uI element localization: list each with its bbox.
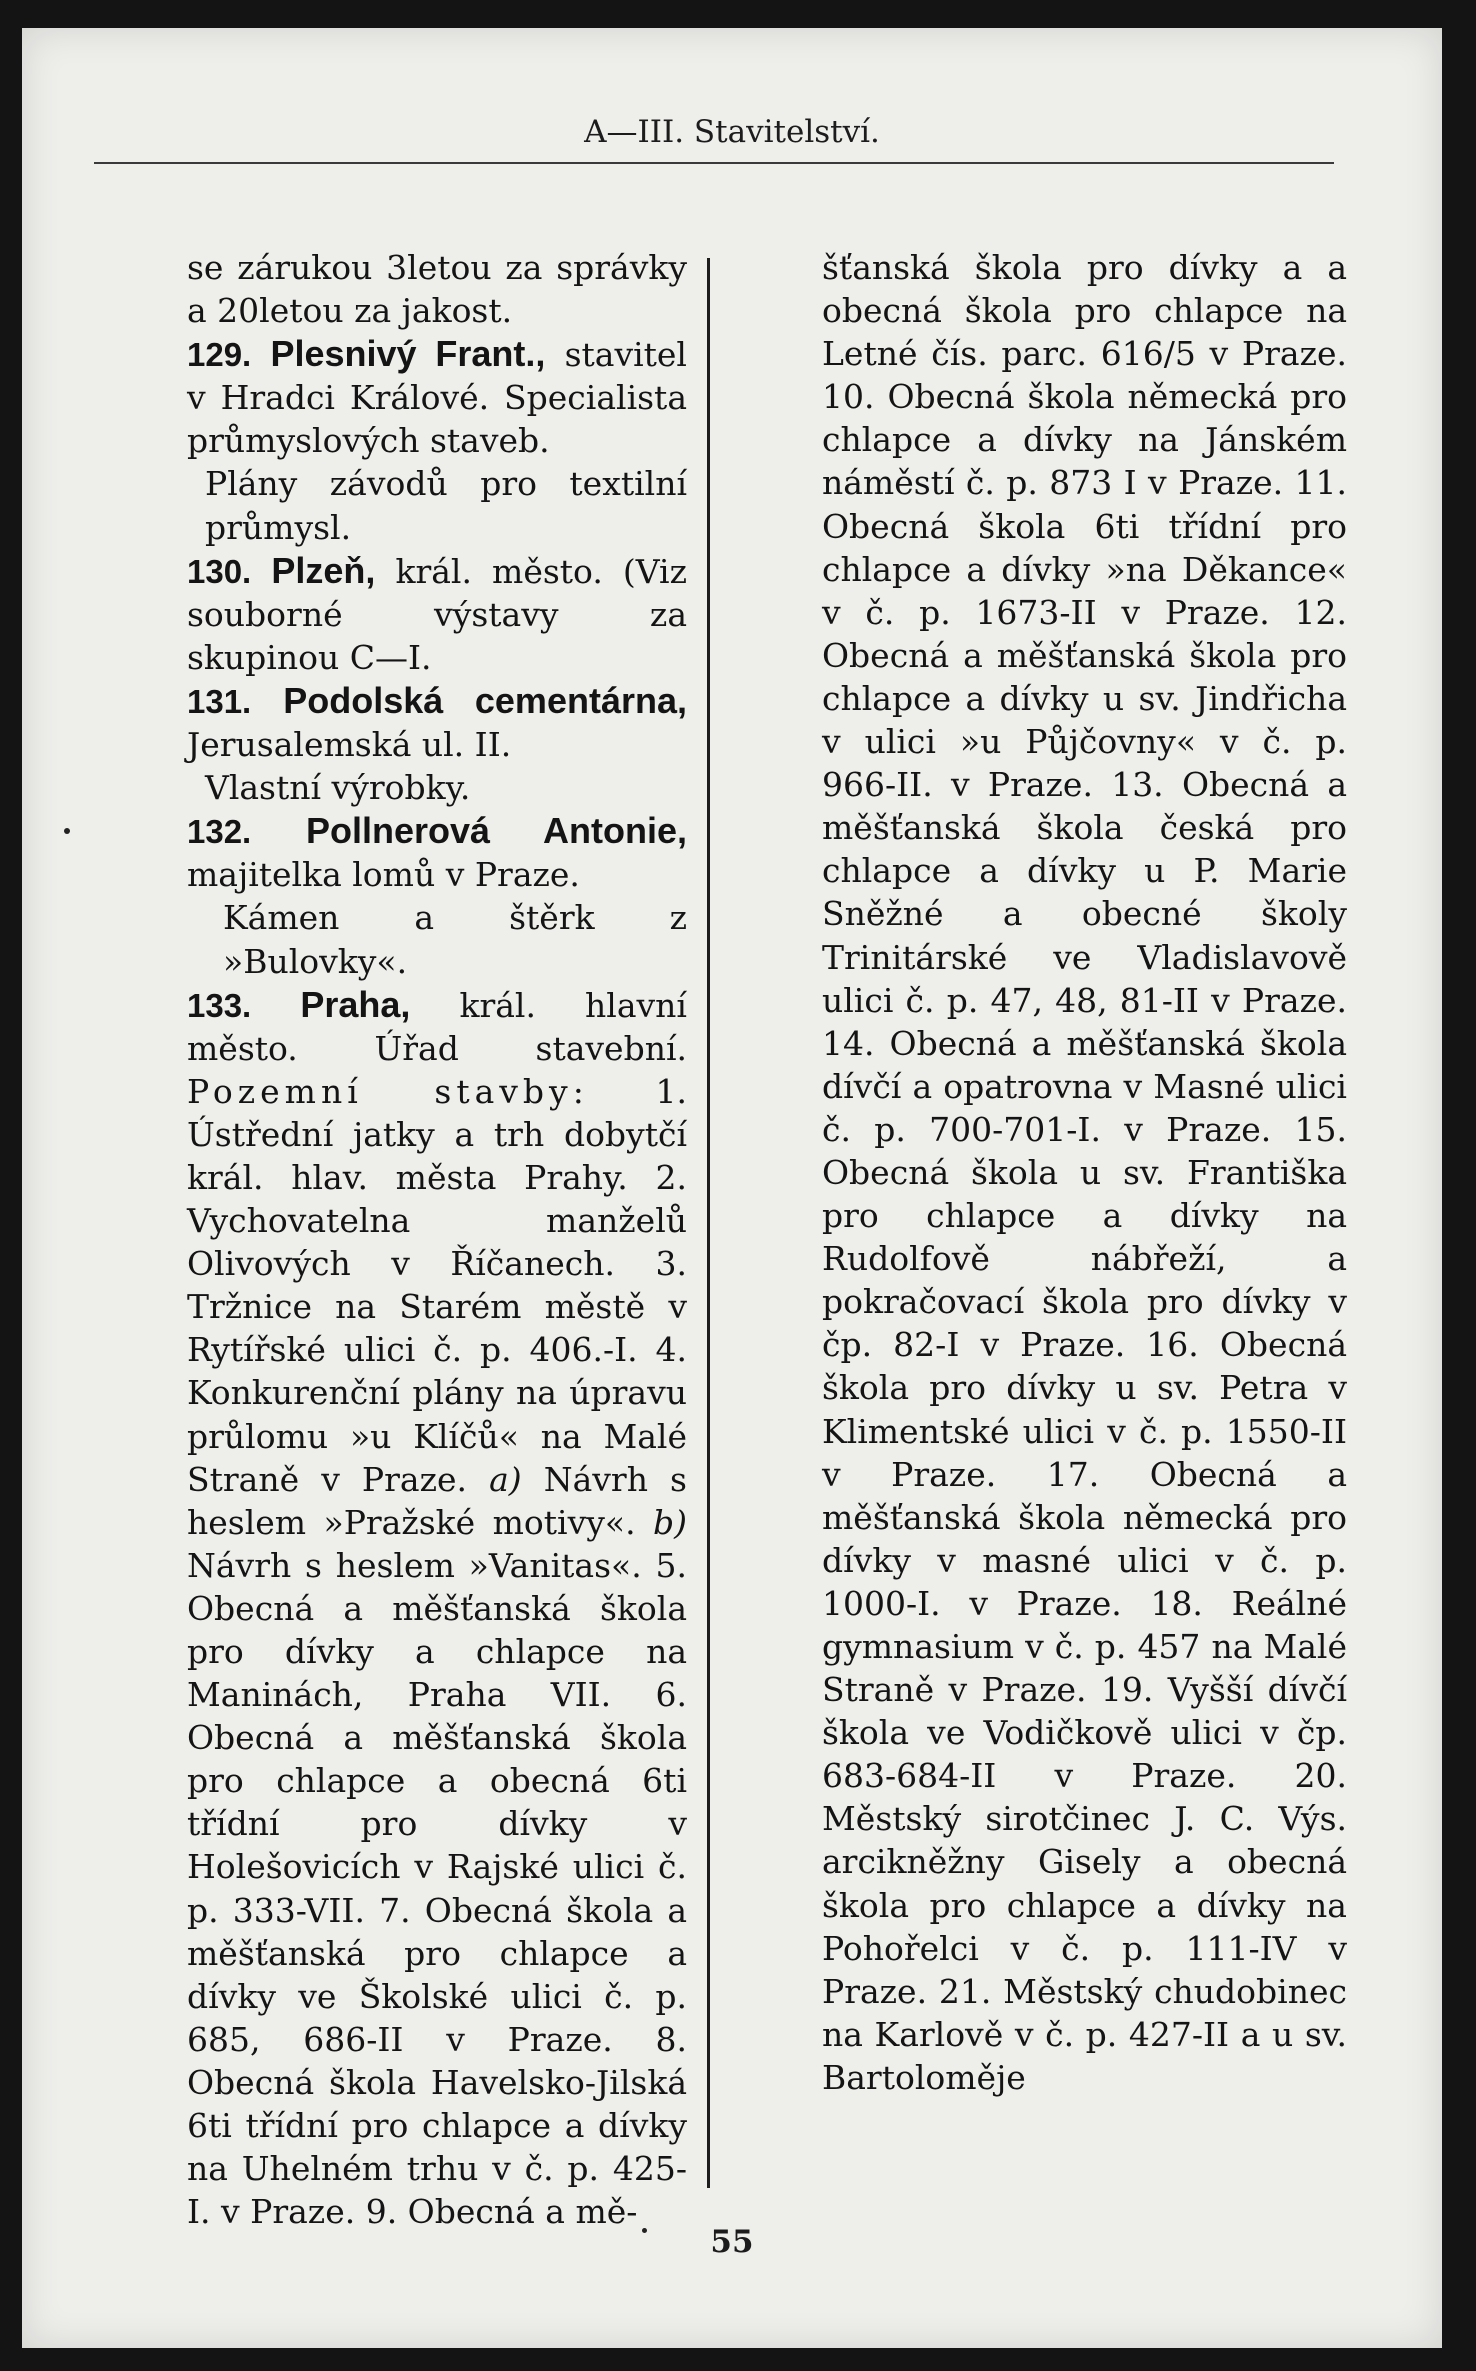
entry-number: 131. bbox=[187, 682, 252, 720]
option-text: Návrh s heslem »Pražské motivy«. bbox=[187, 1459, 687, 1542]
entry-name: Praha, bbox=[300, 983, 411, 1025]
entry-number: 130. bbox=[187, 552, 252, 590]
entry-132 bbox=[187, 809, 687, 896]
left-column bbox=[187, 246, 687, 2233]
entry-number: 129. bbox=[187, 336, 252, 374]
entry-note: Kámen a štěrk z »Bulovky«. bbox=[223, 898, 687, 981]
entry-131 bbox=[187, 679, 687, 766]
entry-name: Pollnerová Antonie, bbox=[306, 810, 687, 852]
header-rule bbox=[94, 162, 1334, 164]
entry-number: 133. bbox=[187, 986, 252, 1024]
option-text: Návrh s heslem »Vanitas«. 5. Obecná a měšťanská škola pro dívky a chlapce na Maninách, Praha VII. 6. Obecná a měšťanská škola pro chlapce a obecná 6ti třídní pro dívky v Holešovicích v Rajské ulici č. p. 333-VII. 7. Obecná škola a měšťanská pro chlapce a dívky ve Školské ulici č. p. 685, 686-II v Praze. 8. Obecná škola Havelsko-Jilská 6ti třídní pro chlapce a dívky na Uhelném trhu v č. p. 425-I. v Praze. 9. Obecná a mě- bbox=[187, 1545, 687, 2232]
entry-note: Plány závodů pro textilní průmysl. bbox=[205, 464, 687, 547]
page bbox=[22, 28, 1442, 2348]
entry-text: majitelka lomů v Praze. bbox=[187, 855, 580, 895]
ink-speck bbox=[64, 828, 70, 834]
entry-body: 1. Ústřední jatky a trh dobytčí král. hlav. města Prahy. 2. Vychovatelna manželů Olivových v Říčanech. 3. Tržnice na Starém městě v Rytířské ulici č. p. 406.-I. 4. Konkurenční plány na úpravu průlomu »u Klíčů« na Malé Straně v Praze. bbox=[187, 1071, 687, 1499]
entry-text: stavitel v Hradci Králové. Specialista průmyslových staveb. bbox=[187, 335, 687, 461]
intro-text: se zárukou 3letou za správky a 20letou za jakost. bbox=[187, 248, 687, 331]
entry-129 bbox=[187, 332, 687, 462]
option-label: b) bbox=[652, 1502, 687, 1542]
option-label: a) bbox=[489, 1459, 522, 1499]
right-column-text: šťanská škola pro dívky a a obecná škola pro chlapce na Letné čís. parc. 616/5 v Praze. 10. Obecná škola německá pro chlapce a dívky na Jánském náměstí č. p. 873 I v Praze. 11. Obecná škola 6ti třídní pro chlapce a dívky »na Děkance« v č. p. 1673-II v Praze. 12. Obecná a měšťanská škola pro chlapce a dívky u sv. Jindřicha v ulici »u Půjčovny« v č. p. 966-II. v Praze. 13. Obecná a měšťanská škola česká pro chlapce a dívky u P. Marie Sněžné a obecné školy Trinitárské ve Vladislavově ulici č. p. 47, 48, 81-II v Praze. 14. Obecná a měšťanská škola dívčí a opatrovna v Masné ulici č. p. 700-701-I. v Praze. 15. Obecná škola u sv. Františka pro chlapce a dívky na Rudolfově nábřeží, a pokračovací škola pro dívky v čp. 82-I v Praze. 16. Obecná škola pro dívky u sv. Petra v Klimentské ulici v č. p. 1550-II v Praze. 17. Obecná a měšťanská škola německá pro dívky v masné ulici v č. p. 1000-I. v Praze. 18. Reálné gymnasium v č. p. 457 na Malé Straně v Praze. 19. Vyšší dívčí škola ve Vodičkově ulici v čp. 683-684-II v Praze. 20. Městský sirotčinec J. C. Výs. arcikněžny Gisely a obecná škola pro chlapce a dívky na Pohořelci v č. p. 111-IV v Praze. 21. Městský chudobinec na Karlově v č. p. 427-II a u sv. Bartoloměje bbox=[822, 248, 1347, 2097]
entry-text: Jerusalemská ul. II. bbox=[187, 725, 512, 765]
entry-text: král. město. (Viz souborné výstavy za skupinou C—I. bbox=[187, 551, 687, 677]
ink-speck bbox=[642, 2228, 647, 2233]
entry-name: Plesnivý Frant., bbox=[270, 333, 546, 375]
column-divider bbox=[707, 258, 710, 2188]
entry-note: Vlastní výrobky. bbox=[205, 768, 471, 808]
entry-133 bbox=[187, 983, 687, 2234]
page-number: 55 bbox=[710, 2224, 754, 2260]
entry-name: Podolská cementárna, bbox=[283, 679, 687, 721]
entry-text: král. hlavní město. Úřad stavební. bbox=[187, 985, 687, 1068]
right-column bbox=[822, 246, 1347, 2099]
entry-name: Plzeň, bbox=[271, 549, 376, 591]
spaced-heading: Pozemní stavby: bbox=[187, 1071, 589, 1111]
entry-number: 132. bbox=[187, 813, 252, 851]
entry-130 bbox=[187, 549, 687, 679]
running-header: A—III. Stavitelství. bbox=[584, 114, 880, 150]
